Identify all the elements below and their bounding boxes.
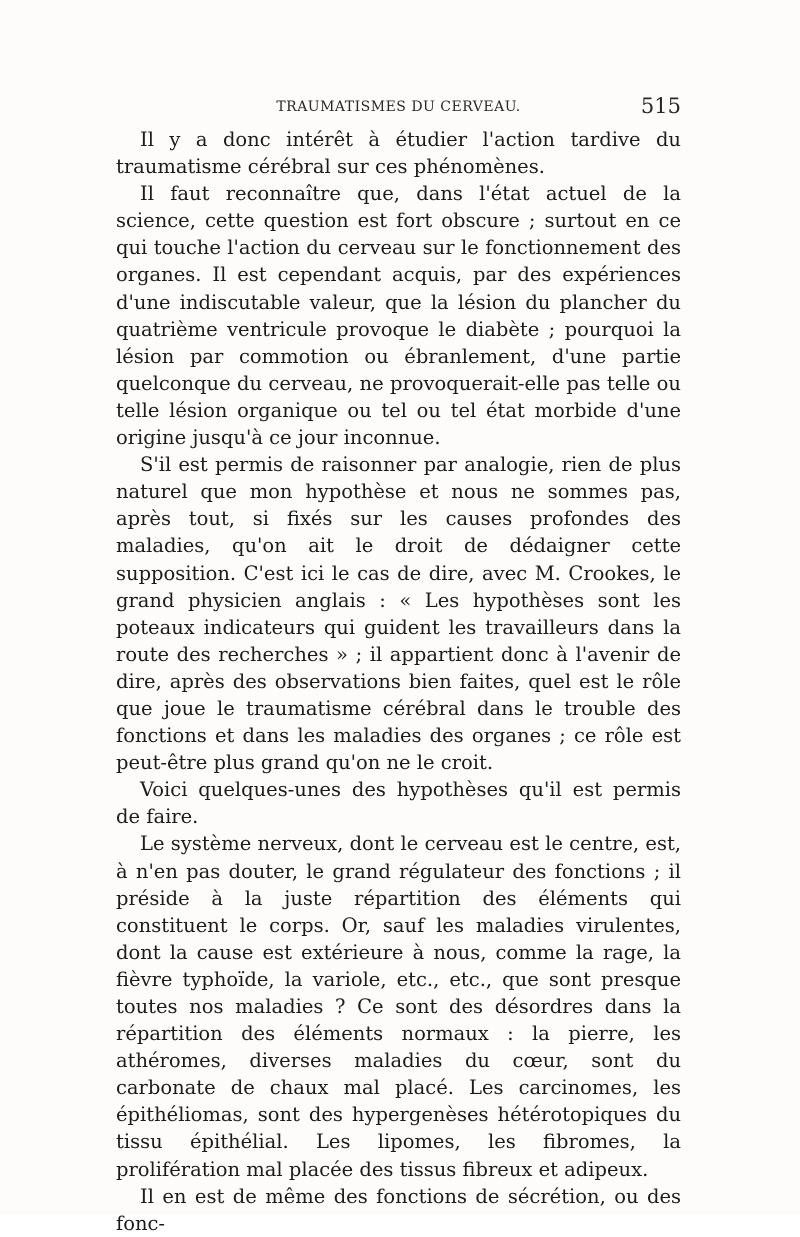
paragraph: Le système nerveux, dont le cerveau est le centre, est, à n'en pas douter, le grand régulateur des fonctions ; il préside à la juste répartition des éléments qui constituent le corps. Or, sauf les maladies virulentes, dont la cause est extérieure à nous, comme la rage, la fièvre typhoïde, la variole, etc., etc., que sont presque toutes nos maladies ? Ce sont des désordres dans la répartition des éléments normaux : la pierre, les athéromes, diverses maladies du cœur, sont du carbonate de chaux mal placé. Les carcinomes, les épithéliomas, sont des hypergenèses hétérotopiques du tissu épithélial. Les lipomes, les fibromes, la prolifération mal placée des tissus fibreux et adipeux. (116, 832, 681, 1181)
paragraph: Il en est de même des fonctions de sécrétion, ou des fonc- (116, 1184, 681, 1235)
paragraph: S'il est permis de raisonner par analogie, rien de plus naturel que mon hypothèse et nous ne sommes pas, après tout, si fixés sur les causes profondes des maladies, qu'on ait le droit de dédaigner cette supposition. C'est ici le cas de dire, avec M. Crookes, le grand physicien anglais : « Les hypothèses sont les poteaux indicateurs qui guident les travailleurs dans la route des recherches » ; il appartient donc à l'avenir de dire, après des observations bien faites, quel est le rôle que joue le traumatisme cérébral dans le trouble des fonctions et dans les maladies des organes ; ce rôle est peut-être plus grand qu'on ne le croit. (116, 453, 681, 775)
body-text (116, 126, 681, 1237)
paragraph: Voici quelques-unes des hypothèses qu'il est permis de faire. (116, 778, 681, 829)
running-title: TRAUMATISMES DU CERVEAU. (276, 99, 521, 115)
page-header (116, 96, 681, 120)
paragraph: Il faut reconnaître que, dans l'état actuel de la science, cette question est fort obscure ; surtout en ce qui touche l'action du cerveau sur le fonctionnement des organes. Il est cependant acquis, par des expériences d'une indiscutable valeur, que la lésion du plancher du quatrième ventricule provoque le diabète ; pourquoi la lésion par commotion ou ébranlement, d'une partie quelconque du cerveau, ne provoquerait-elle pas telle ou telle lésion organique ou tel ou tel état morbide d'une origine jusqu'à ce jour inconnue. (116, 182, 681, 450)
page-number: 515 (640, 94, 681, 118)
paragraph: Il y a donc intérêt à étudier l'action tardive du traumatisme cérébral sur ces phénomènes. (116, 128, 681, 179)
